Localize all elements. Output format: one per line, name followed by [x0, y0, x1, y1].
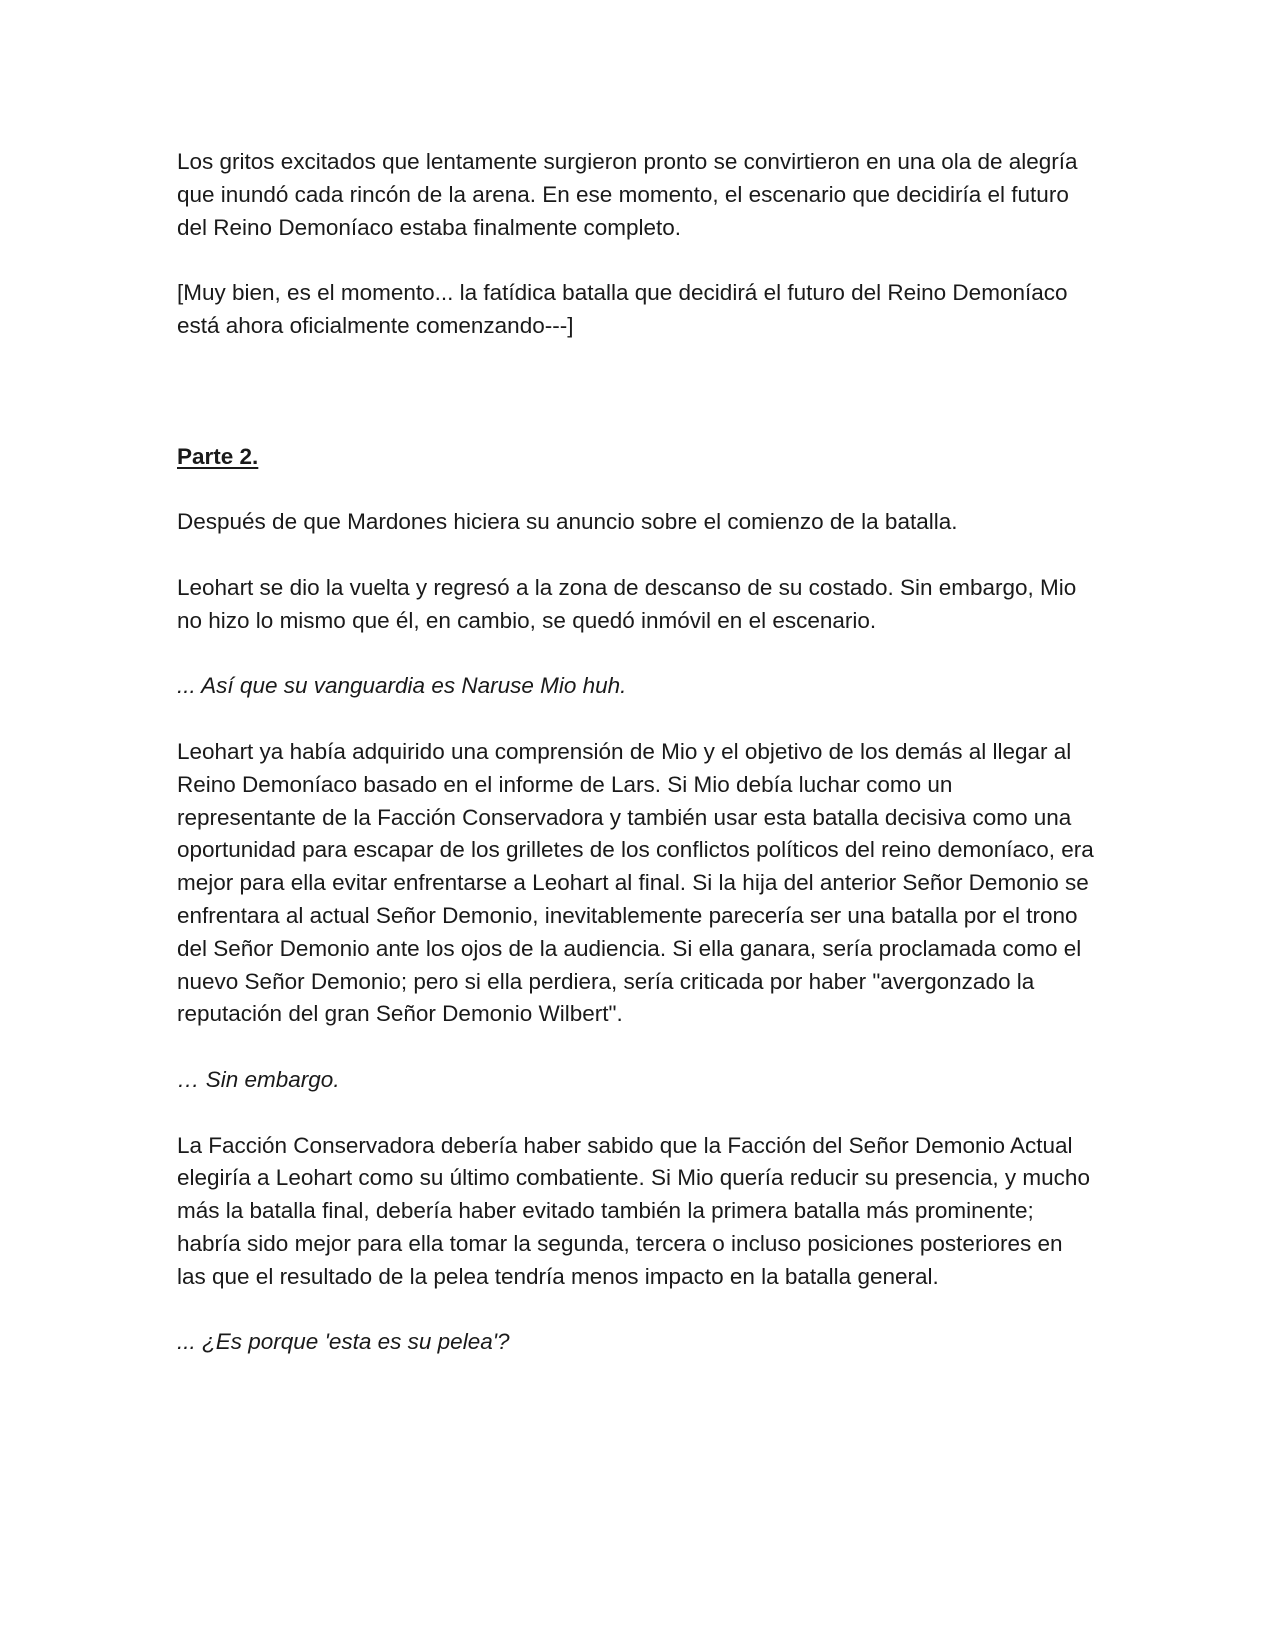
document-body: [177, 146, 1097, 1392]
paragraph-leohart-analysis: Leohart ya había adquirido una comprensión de Mio y el objetivo de los demás al llegar al Reino Demoníaco basado en el informe de Lars. Si Mio debía luchar como un representante de la Facción Conservadora y también usar esta batalla decisiva como una oportunidad para escapar de los grilletes de los conflictos políticos del reino demoníaco, era mejor para ella evitar enfrentarse a Leohart al final. Si la hija del anterior Señor Demonio se enfrentara al actual Señor Demonio, inevitablemente parecería ser una batalla por el trono del Señor Demonio ante los ojos de la audiencia. Si ella ganara, sería proclamada como el nuevo Señor Demonio; pero si ella perdiera, sería criticada por haber "avergonzado la reputación del gran Señor Demonio Wilbert".: [177, 738, 1094, 1027]
paragraph-thought-her-fight: ... ¿Es porque 'esta es su pelea'?: [177, 1329, 510, 1355]
paragraph-crowd-cheers: Los gritos excitados que lentamente surgieron pronto se convirtieron en una ola de alegría que inundó cada rincón de la arena. En ese momento, el escenario que decidiría el futuro del Reino Demoníaco estaba finalmente completo.: [177, 149, 1078, 240]
paragraph-announcer-line: [Muy bien, es el momento... la fatídica batalla que decidirá el futuro del Reino Demoníaco está ahora oficialmente comenzando---]: [177, 280, 1068, 338]
paragraph-leohart-returns: Leohart se dio la vuelta y regresó a la zona de descanso de su costado. Sin embargo, Mio no hizo lo mismo que él, en cambio, se quedó inmóvil en el escenario.: [177, 574, 1077, 633]
paragraph-thought-however: … Sin embargo.: [177, 1066, 340, 1092]
paragraph-conservative-faction: La Facción Conservadora debería haber sabido que la Facción del Señor Demonio Actual elegiría a Leohart como su último combatiente. Si Mio quería reducir su presencia, y mucho más la batalla final, debería haber evitado también la primera batalla más prominente; habría sido mejor para ella tomar la segunda, tercera o incluso posiciones posteriores en las que el resultado de la pelea tendría menos impacto en la batalla general.: [177, 1132, 1090, 1289]
paragraph-thought-vanguard: ... Así que su vanguardia es Naruse Mio huh.: [177, 673, 627, 699]
paragraph-announcement: Después de que Mardones hiciera su anuncio sobre el comienzo de la batalla.: [177, 509, 958, 535]
section-heading: Parte 2.: [177, 443, 259, 469]
